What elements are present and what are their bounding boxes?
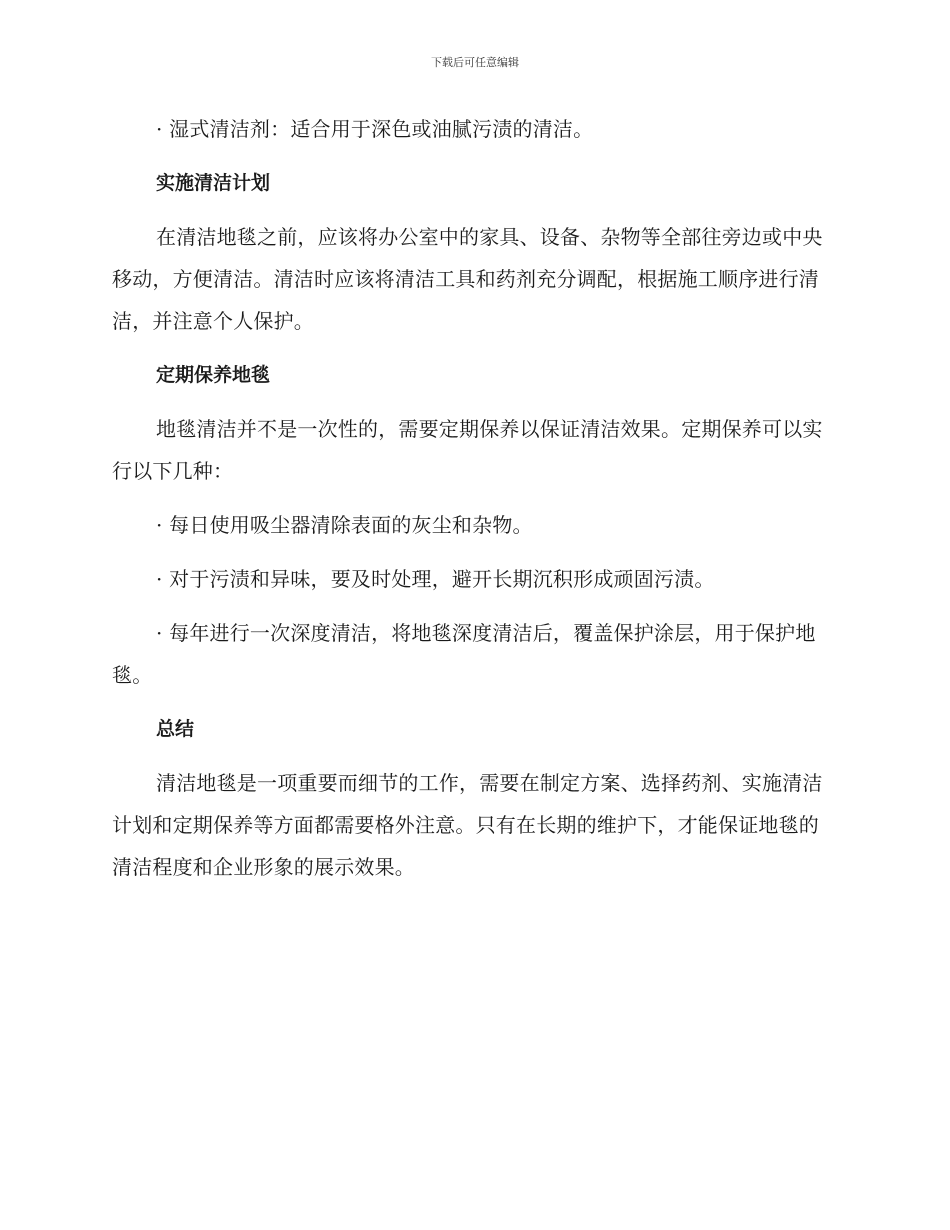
bullet-stains-odors: · 对于污渍和异味，要及时处理，避开长期沉积形成顽固污渍。 <box>156 567 715 591</box>
section-heading-summary: 总结 <box>156 718 195 740</box>
bullet-wet-cleaner: · 湿式清洁剂：适合用于深色或油腻污渍的清洁。 <box>156 117 594 141</box>
paragraph-regular-maintenance: 地毯清洁并不是一次性的，需要定期保养以保证清洁效果。定期保养可以实行以下几种： <box>112 417 823 483</box>
bullet-annual-deep-clean: · 每年进行一次深度清洁，将地毯深度清洁后，覆盖保护涂层，用于保护地毯。 <box>112 621 816 687</box>
section-heading-regular-maintenance: 定期保养地毯 <box>156 364 271 386</box>
page-header: 下载后可任意编辑 <box>431 56 519 69</box>
section-heading-cleaning-plan: 实施清洁计划 <box>156 172 271 194</box>
paragraph-cleaning-plan: 在清洁地毯之前，应该将办公室中的家具、设备、杂物等全部往旁边或中央移动，方便清洁。清洁时应该将清洁工具和药剂充分调配，根据施工顺序进行清洁，并注意个人保护。 <box>112 225 823 333</box>
bullet-daily-vacuum: · 每日使用吸尘器清除表面的灰尘和杂物。 <box>156 513 533 537</box>
paragraph-summary: 清洁地毯是一项重要而细节的工作，需要在制定方案、选择药剂、实施清洁计划和定期保养等方面都需要格外注意。只有在长期的维护下，才能保证地毯的清洁程度和企业形象的展示效果。 <box>112 771 823 879</box>
document-body <box>112 108 832 900</box>
